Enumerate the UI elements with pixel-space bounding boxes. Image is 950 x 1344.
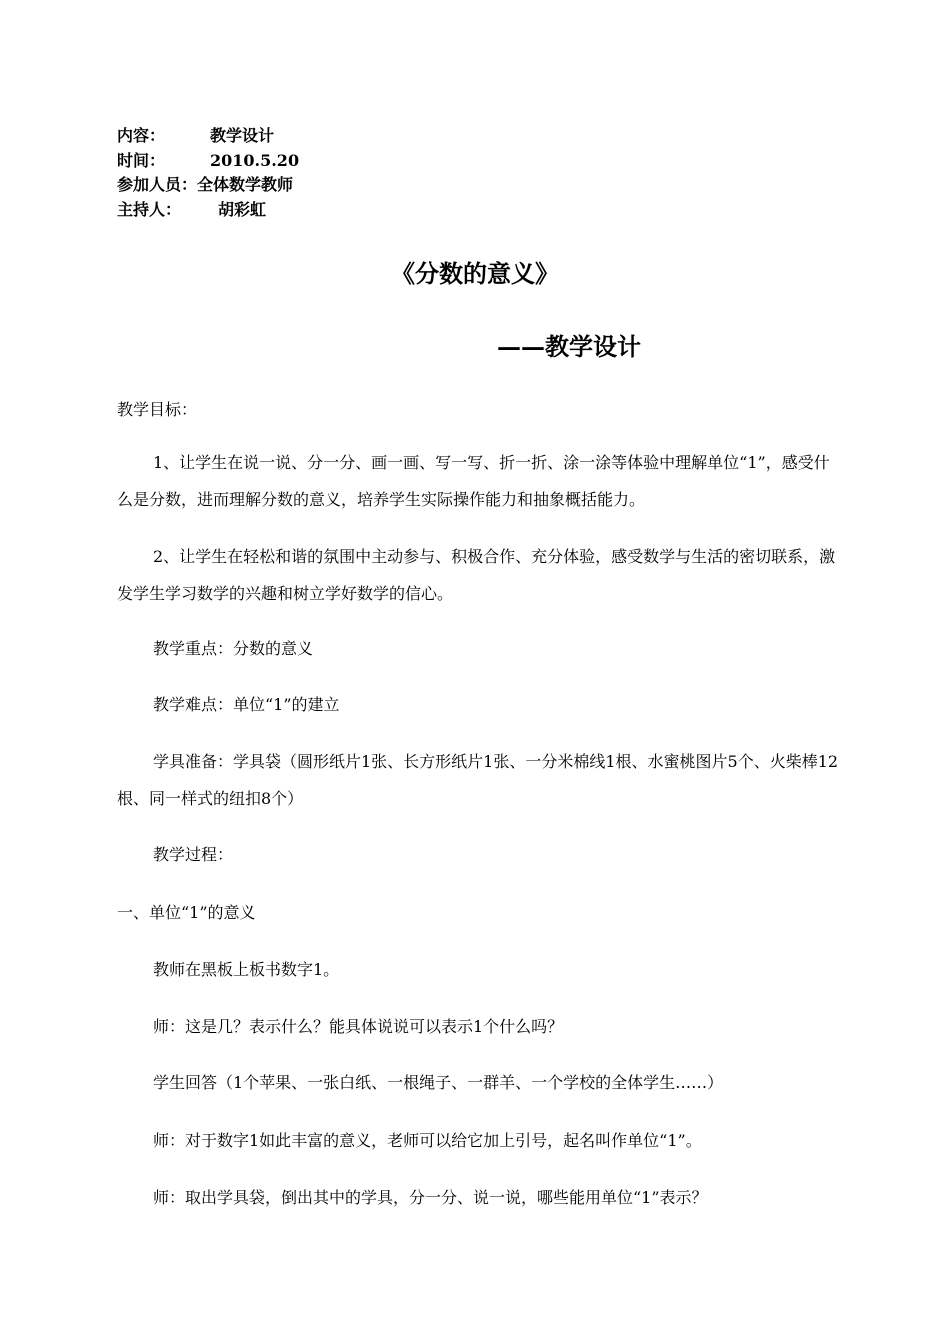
host-value: 胡彩虹: [218, 199, 267, 219]
content-label: 内容：: [117, 126, 166, 145]
content-value: 教学设计: [210, 126, 275, 145]
host-label: 主持人：: [117, 199, 182, 219]
host-row: [117, 198, 299, 223]
participants-label: 参加人员：: [117, 175, 198, 194]
time-value: 2010.5.20: [210, 150, 300, 170]
content-row: [117, 124, 299, 149]
participants-value: 全体数学教师: [197, 175, 294, 194]
body-line-2: 师：这是几？表示什么？能具体说说可以表示1个什么吗？: [153, 1017, 564, 1036]
participants-row: [117, 173, 299, 198]
goals-heading: 教学目标：: [117, 400, 198, 419]
key-point: 教学重点：分数的意义: [153, 639, 314, 658]
time-row: [117, 149, 299, 174]
difficulty: 教学难点：单位“1”的建立: [153, 695, 340, 714]
time-label: 时间：: [117, 150, 166, 170]
body-line-4: 师：对于数字1如此丰富的意义，老师可以给它加上引号，起名叫作单位“1”。: [153, 1131, 702, 1150]
goal-2: 2、让学生在轻松和谐的氛围中主动参与、积极合作、充分体验，感受数学与生活的密切联系，激发学生学习数学的兴趣和树立学好数学的信心。: [117, 547, 836, 603]
body-line-5: 师：取出学具袋，倒出其中的学具，分一分、说一说，哪些能用单位“1”表示？: [153, 1188, 708, 1207]
materials: 学具准备：学具袋（圆形纸片1张、长方形纸片1张、一分米棉线1根、水蜜桃图片5个、火柴棒12根、同一样式的纽扣8个）: [117, 752, 839, 808]
page-title: 《分数的意义》: [391, 259, 559, 288]
body-line-3: 学生回答（1个苹果、一张白纸、一根绳子、一群羊、一个学校的全体学生……）: [153, 1073, 724, 1092]
process-heading: 教学过程：: [153, 845, 234, 864]
goal-1: 1、让学生在说一说、分一分、画一画、写一写、折一折、涂一涂等体验中理解单位“1”，感受什么是分数，进而理解分数的意义，培养学生实际操作能力和抽象概括能力。: [117, 453, 830, 509]
page-subtitle: ——教学设计: [497, 332, 641, 361]
meeting-info: [117, 124, 299, 222]
body-line-1: 教师在黑板上板书数字1。: [153, 960, 340, 979]
section-1-heading: 一、单位“1”的意义: [117, 903, 256, 922]
